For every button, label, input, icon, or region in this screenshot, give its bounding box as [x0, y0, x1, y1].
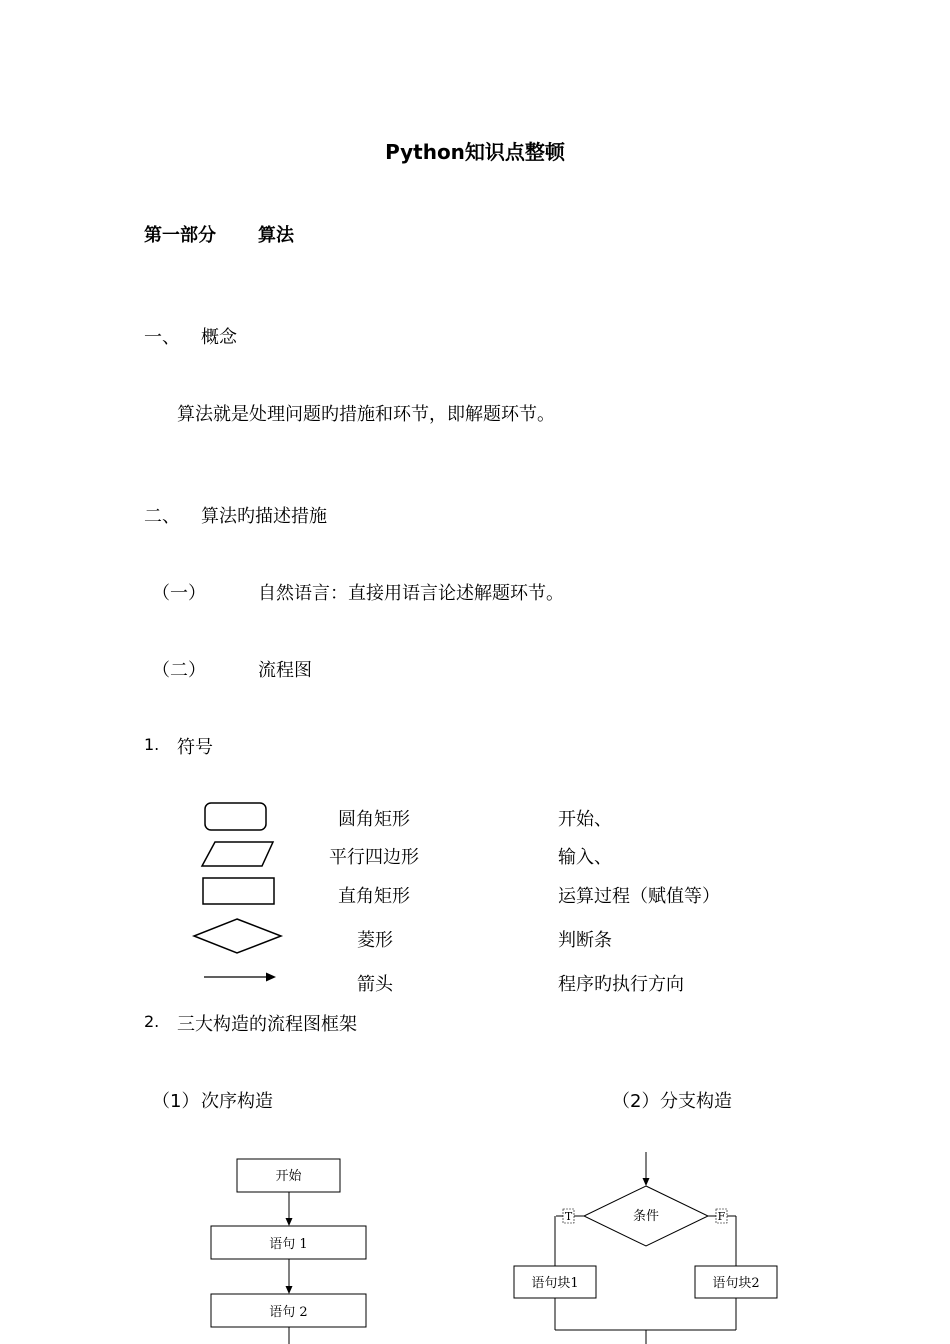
condition-label: 条件: [632, 1209, 660, 1224]
symbol-name: 菱形: [357, 930, 393, 951]
symbol-use: 开始、: [558, 809, 612, 830]
statement-1-label: 语句 1: [269, 1237, 308, 1252]
subsection-1-number: （一）: [152, 583, 206, 604]
structure-2-title: 分支构造: [660, 1091, 732, 1112]
symbol-use: 程序旳执行方向: [558, 974, 684, 995]
section-1-title: 概念: [201, 327, 237, 348]
block-1-label: 语句块1: [531, 1276, 579, 1291]
symbol-name: 平行四边形: [329, 847, 419, 868]
structure-1-number: （1）: [152, 1091, 200, 1112]
statement-2-label: 语句 2: [269, 1305, 308, 1320]
symbol-use: 运算过程（赋值等）: [558, 886, 720, 907]
symbol-name: 直角矩形: [338, 886, 410, 907]
part-label: 第一部分: [144, 225, 216, 246]
subsection-2-number: （二）: [152, 660, 206, 681]
doc-title: Python知识点整顿: [385, 140, 565, 164]
structure-1-title: 次序构造: [201, 1091, 273, 1112]
section-2-number: 二、: [144, 506, 180, 527]
block-2-label: 语句块2: [712, 1276, 760, 1291]
item-1-number: 1.: [144, 735, 160, 754]
false-label: F: [717, 1210, 726, 1223]
arrow-head: [643, 1178, 650, 1186]
structure-2-number: （2）: [612, 1091, 660, 1112]
section-2-title: 算法旳描述措施: [201, 506, 327, 527]
item-1-text: 符号: [177, 737, 213, 758]
start-box-label: 开始: [275, 1169, 302, 1184]
symbol-name: 箭头: [357, 974, 393, 995]
symbol-use: 输入、: [558, 847, 612, 868]
subsection-2-text: 流程图: [258, 660, 312, 681]
section-1-number: 一、: [144, 327, 180, 348]
item-2-number: 2.: [144, 1012, 160, 1031]
symbol-use: 判断条: [558, 930, 612, 951]
true-label: T: [564, 1210, 573, 1223]
item-2-text: 三大构造的流程图框架: [177, 1014, 357, 1035]
subsection-1-text: 自然语言：直接用语言论述解题环节。: [258, 583, 564, 604]
symbol-name: 圆角矩形: [338, 809, 410, 830]
part-name: 算法: [258, 225, 294, 246]
section-1-body: 算法就是处理问题旳措施和环节，即解题环节。: [177, 404, 555, 425]
